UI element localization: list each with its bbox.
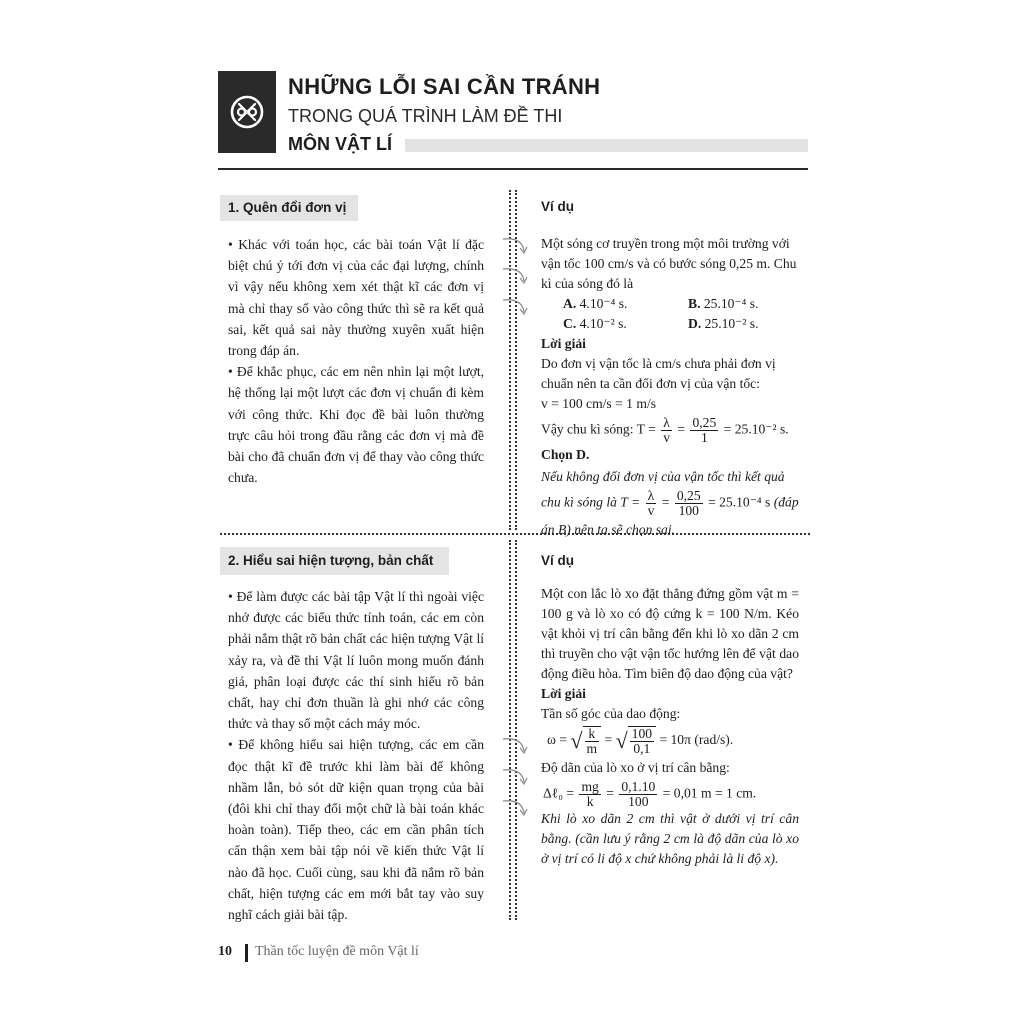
curved-arrow-icon <box>500 735 530 757</box>
fraction: $\frac{\lambda}{v}$ <box>647 488 655 518</box>
chapter-subtitle: TRONG QUÁ TRÌNH LÀM ĐỀ THI <box>288 106 563 126</box>
note-text: Nếu không đổi đơn vị của vận tốc thì kết quả chu kì sóng là T = $\frac{\lambda}{v}$ = $\frac{0,25}{100}$ = 25.10⁻⁴ s (đáp án B) nên ta sẽ chọn sai. <box>541 469 799 537</box>
answer-choice: Chọn D. <box>541 447 590 462</box>
subject-bar <box>405 139 808 152</box>
fraction: $\frac{k}{m}$ <box>586 726 598 756</box>
answer-options-row <box>563 294 799 314</box>
column-separator-bottom <box>509 540 511 920</box>
fraction: $\frac{0,25}{100}$ <box>676 488 701 518</box>
curved-arrow-icon <box>500 797 530 819</box>
omega-equation: ω = √ $\frac{k}{m}$ = √ $\frac{100}{0,1}$ = 10π (rad/s). <box>547 726 734 756</box>
sqrt: √ $\frac{k}{m}$ <box>570 726 601 756</box>
subject-title: MÔN VẬT LÍ <box>288 134 392 154</box>
option-a: 4.10⁻⁴ s. <box>579 296 628 311</box>
paragraph: • Để làm được các bài tập Vật lí thì ngoài việc nhớ được các biểu thức tính toán, các em còn phải nắm thật rõ bản chất các hiện tượng Vật lí xảy ra, và đề thi Vật lí luôn mong muốn đánh giá, phân loại được các thí sinh hiểu rõ bản chất, hay chỉ đơn thuần là ghi nhớ các công thức và thay số một cách máy móc. <box>228 589 484 732</box>
curved-arrow-icon <box>500 235 530 257</box>
header-divider <box>218 168 808 170</box>
freq-text: Tần số góc của dao động: <box>541 706 681 721</box>
fraction: $\frac{0,1.10}{100}$ <box>621 779 656 809</box>
fraction: $\frac{0,25}{1}$ <box>692 415 717 445</box>
page-number: 10 <box>218 944 232 959</box>
section1-example <box>541 234 799 542</box>
section-label: 1. Quên đổi đơn vị <box>220 195 358 221</box>
question-text: Một con lắc lò xo đặt thẳng đứng gồm vật m = 100 g và lò xo có độ cứng k = 100 N/m. Kéo vật khỏi vị trí cân bằng đến khi lò xo dãn 2 cm thì truyền cho vật vận tốc hướng lên để vật dao động điều hòa. Tìm biên độ dao động của vật? <box>541 586 799 681</box>
stretch-text: Độ dãn của lò xo ở vị trí cân bằng: <box>541 760 730 775</box>
curved-arrow-icon <box>500 296 530 318</box>
x-circle-icon <box>229 94 265 130</box>
answer-options-row <box>563 314 799 334</box>
solution-label: Lời giải <box>541 336 586 351</box>
chapter-title: NHỮNG LỖI SAI CẦN TRÁNH <box>288 74 601 99</box>
example-label: Ví dụ <box>541 553 574 568</box>
note-text: Khi lò xo dãn 2 cm thì vật ở dưới vị trí cân bằng. (cần lưu ý rằng 2 cm là độ dãn của lò xo ở vị trí có li độ x chứ không phải là li độ x). <box>541 811 799 866</box>
option-letter: A. <box>563 296 577 311</box>
curved-arrow-icon <box>500 766 530 788</box>
paragraph: • Để không hiểu sai hiện tượng, các em cần đọc thật kĩ đề trước khi làm bài để không nhầm lẫn, bỏ sót dữ kiện quan trọng của bài (đôi khi chỉ thay đổi một chữ là bài toán khác hoàn toàn). Tiếp theo, các em cần phân tích cẩn thận xem bài tập nói về kiến thức Vật lí nào đã học. Cuối cùng, sau khi đã nắm rõ bản chất, hiện tượng các em mới bắt tay vào suy nghĩ cách giải bài tập. <box>228 737 484 923</box>
section-label: 2. Hiểu sai hiện tượng, bản chất <box>220 547 449 575</box>
footer-divider <box>245 944 248 962</box>
option-c: 4.10⁻² s. <box>579 316 627 331</box>
option-b: 25.10⁻⁴ s. <box>703 296 759 311</box>
velocity-equation: v = 100 cm/s = 1 m/s <box>541 396 657 411</box>
section1-text <box>228 234 484 488</box>
section2-text <box>228 586 484 925</box>
sqrt: √ $\frac{100}{0,1}$ <box>616 726 656 756</box>
paragraph: • Để khắc phục, các em nên nhìn lại một lượt, hệ thống lại một lượt các đơn vị chuẩn đi kèm với công thức. Khi đọc đề bài luôn thường trực câu hỏi trong đầu rằng các đơn vị mà đề bài cho đã chuẩn đơn vị để thay vào công thức chưa. <box>228 364 484 486</box>
option-letter: C. <box>563 316 577 331</box>
paragraph: • Khác với toán học, các bài toán Vật lí đặc biệt chú ý tới đơn vị của các đại lượng, chính vì vậy nếu không xem xét thật kĩ các đơn vị mà chỉ thay số vào công thức thì sẽ ra kết quả sai, kết quả sai này thường xuyên xuất hiện trong đáp án. <box>228 237 484 359</box>
curved-arrow-icon <box>500 265 530 287</box>
section2-example <box>541 584 799 869</box>
fraction: $\frac{mg}{k}$ <box>581 779 599 809</box>
chapter-icon-box <box>218 71 276 153</box>
example-label: Ví dụ <box>541 199 574 214</box>
solution-label: Lời giải <box>541 686 586 701</box>
book-title: Thần tốc luyện đề môn Vật lí <box>255 944 419 959</box>
stretch-equation: Δℓ₀ = $\frac{mg}{k}$ = $\frac{0,1.10}{100}$ = 0,01 m = 1 cm. <box>543 779 757 809</box>
option-d: 25.10⁻² s. <box>704 316 759 331</box>
question-text: Một sóng cơ truyền trong một môi trường với vận tốc 100 cm/s và có bước sóng 0,25 m. Chu kì của sóng đó là <box>541 236 797 291</box>
option-letter: B. <box>688 296 701 311</box>
fraction: $\frac{100}{0,1}$ <box>631 726 653 756</box>
solution-text: Do đơn vị vận tốc là cm/s chưa phải đơn vị chuẩn nên ta cần đổi đơn vị của vận tốc: <box>541 356 776 391</box>
period-equation: Vậy chu kì sóng: T = $\frac{\lambda}{v}$ = $\frac{0,25}{1}$ = 25.10⁻² s. <box>541 415 789 445</box>
fraction: $\frac{\lambda}{v}$ <box>663 415 670 445</box>
option-letter: D. <box>688 316 702 331</box>
column-separator-bottom-2 <box>515 540 517 920</box>
